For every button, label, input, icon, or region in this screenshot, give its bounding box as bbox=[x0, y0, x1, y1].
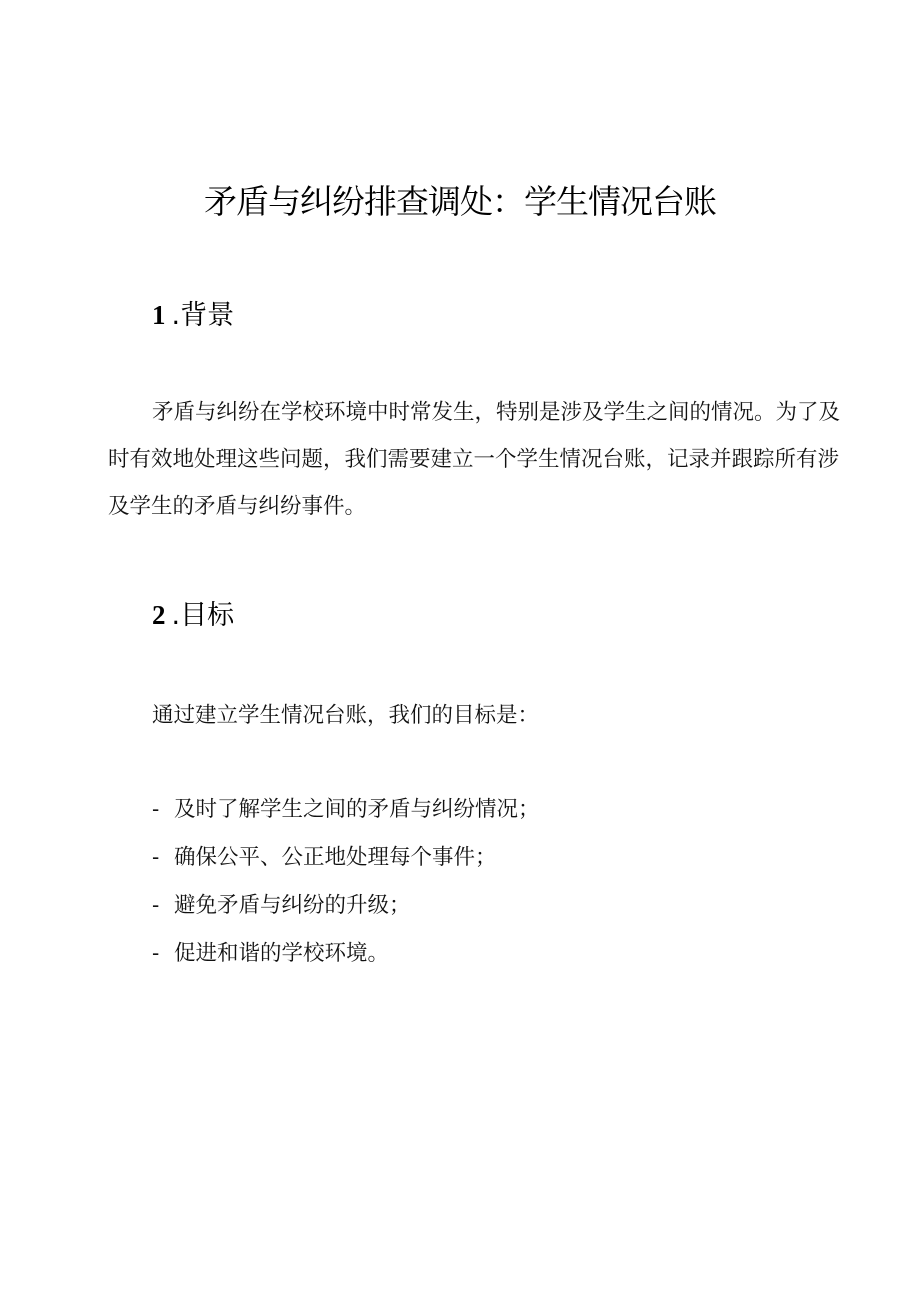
list-item bbox=[152, 792, 540, 840]
section-heading-goals bbox=[152, 597, 234, 634]
document-title: 矛盾与纠纷排查调处：学生情况台账 bbox=[204, 182, 716, 221]
list-item-text: 避免矛盾与纠纷的升级； bbox=[174, 893, 411, 918]
background-paragraph: 矛盾与纠纷在学校环境中时常发生，特别是涉及学生之间的情况。为了及时有效地处理这些问题，我们需要建立一个学生情况台账，记录并跟踪所有涉及学生的矛盾与纠纷事件。 bbox=[108, 400, 841, 519]
list-marker: - bbox=[152, 845, 160, 870]
goals-intro-paragraph: 通过建立学生情况台账，我们的目标是： bbox=[152, 703, 540, 728]
section-title: .背景 bbox=[171, 300, 235, 331]
list-item-text: 确保公平、公正地处理每个事件； bbox=[174, 845, 497, 870]
list-item bbox=[152, 888, 540, 936]
section-title: .目标 bbox=[171, 600, 235, 631]
goals-list bbox=[152, 792, 540, 984]
list-marker: - bbox=[152, 797, 160, 822]
list-item bbox=[152, 936, 540, 984]
section-heading-background bbox=[152, 297, 234, 334]
section-number: 1 bbox=[152, 300, 166, 330]
list-marker: - bbox=[152, 941, 160, 966]
list-item-text: 及时了解学生之间的矛盾与纠纷情况； bbox=[174, 797, 540, 822]
list-item bbox=[152, 840, 540, 888]
list-marker: - bbox=[152, 893, 160, 918]
list-item-text: 促进和谐的学校环境。 bbox=[174, 941, 390, 966]
section-number: 2 bbox=[152, 600, 166, 630]
